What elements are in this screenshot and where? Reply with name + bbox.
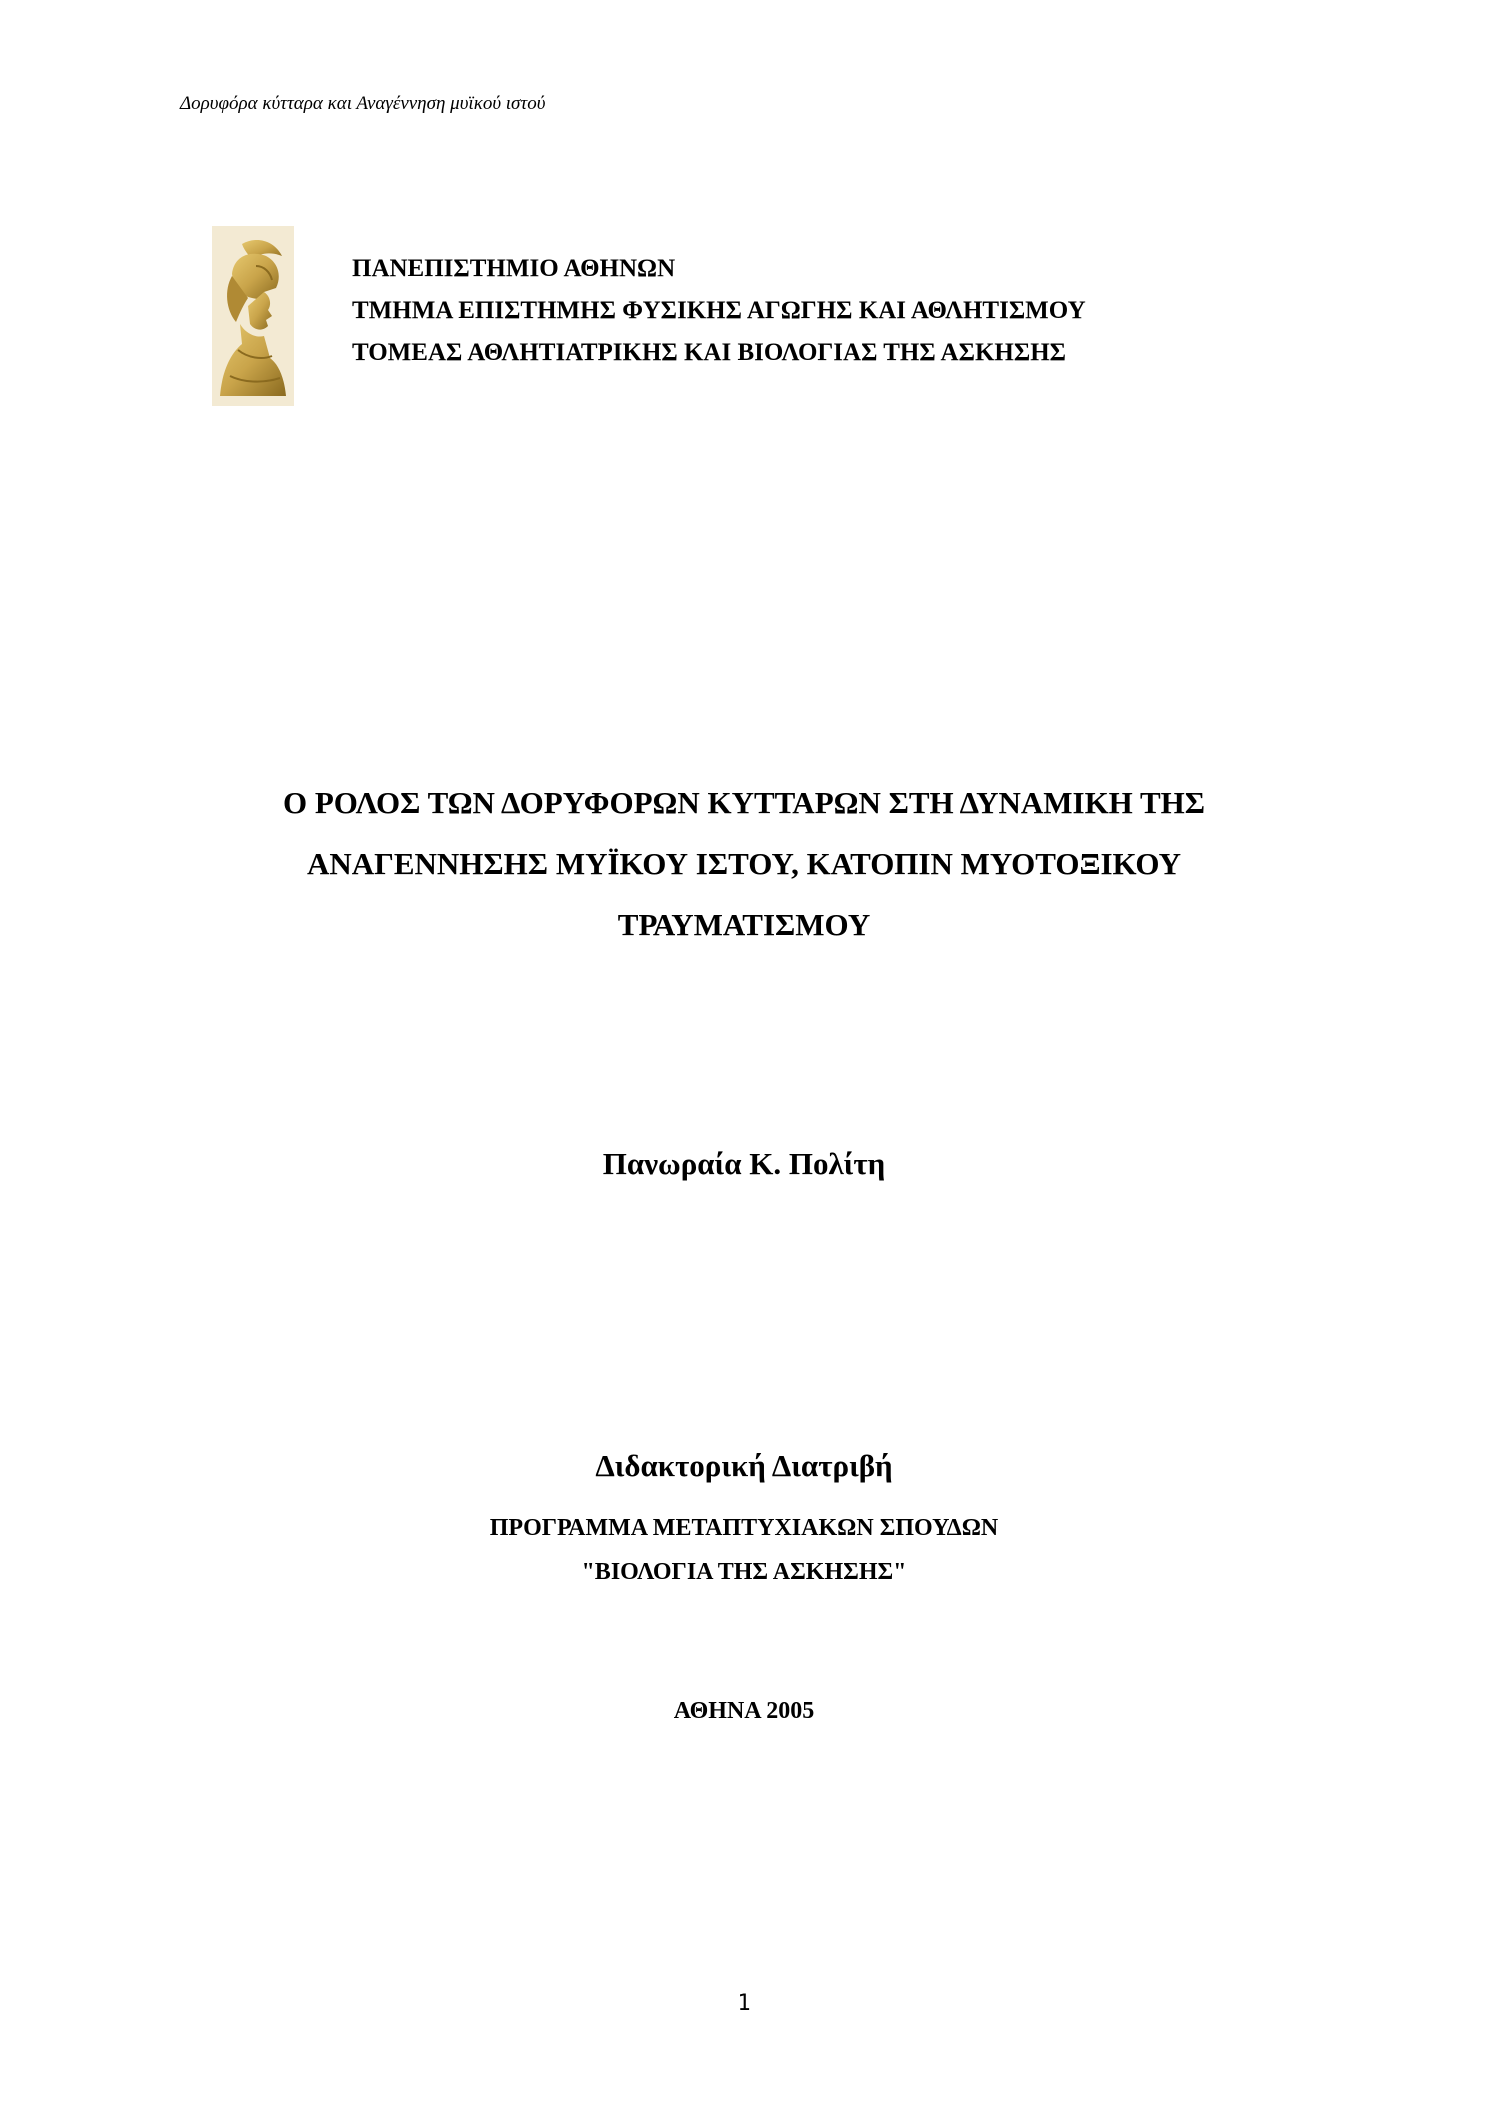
thesis-type: Διδακτορική Διατριβή	[595, 1448, 893, 1483]
page-number: 1	[737, 1991, 751, 2016]
section-name: ΤΟΜΕΑΣ ΑΘΛΗΤΙΑΤΡΙΚΗΣ ΚΑΙ ΒΙΟΛΟΓΙΑΣ ΤΗΣ ΑΣΚΗΣΗΣ	[352, 339, 1066, 366]
institution-block	[352, 248, 1086, 374]
program-name: "ΒΙΟΛΟΓΙΑ ΤΗΣ ΑΣΚΗΣΗΣ"	[581, 1559, 907, 1585]
title-line: ΤΡΑΥΜΑΤΙΣΜΟΥ	[617, 907, 871, 942]
author-name: Πανωραία Κ. Πολίτη	[602, 1146, 886, 1181]
running-header: Δορυφόρα κύτταρα και Αναγέννηση μυϊκού ιστού	[180, 93, 546, 114]
title-line: ΑΝΑΓΕΝΝΗΣΗΣ ΜΥΪΚΟΥ ΙΣΤΟΥ, ΚΑΤΟΠΙΝ ΜΥΟΤΟΞΙΚΟΥ	[306, 846, 1182, 881]
department-name: ΤΜΗΜΑ ΕΠΙΣΤΗΜΗΣ ΦΥΣΙΚΗΣ ΑΓΩΓΗΣ ΚΑΙ ΑΘΛΗΤΙΣΜΟΥ	[352, 297, 1086, 324]
place-year: ΑΘΗΝΑ 2005	[673, 1698, 815, 1724]
university-name: ΠΑΝΕΠΙΣΤΗΜΙΟ ΑΘΗΝΩΝ	[352, 255, 676, 282]
thesis-title	[0, 772, 1488, 955]
athena-helmet-seal-icon	[212, 226, 294, 406]
university-logo	[212, 226, 294, 406]
program-block	[0, 1506, 1488, 1594]
program-line: ΠΡΟΓΡΑΜΜΑ ΜΕΤΑΠΤΥΧΙΑΚΩΝ ΣΠΟΥΔΩΝ	[489, 1515, 999, 1541]
title-line: Ο ΡΟΛΟΣ ΤΩΝ ΔΟΡΥΦΟΡΩΝ ΚΥΤΤΑΡΩΝ ΣΤΗ ΔΥΝΑΜΙΚΗ ΤΗΣ	[282, 785, 1206, 820]
